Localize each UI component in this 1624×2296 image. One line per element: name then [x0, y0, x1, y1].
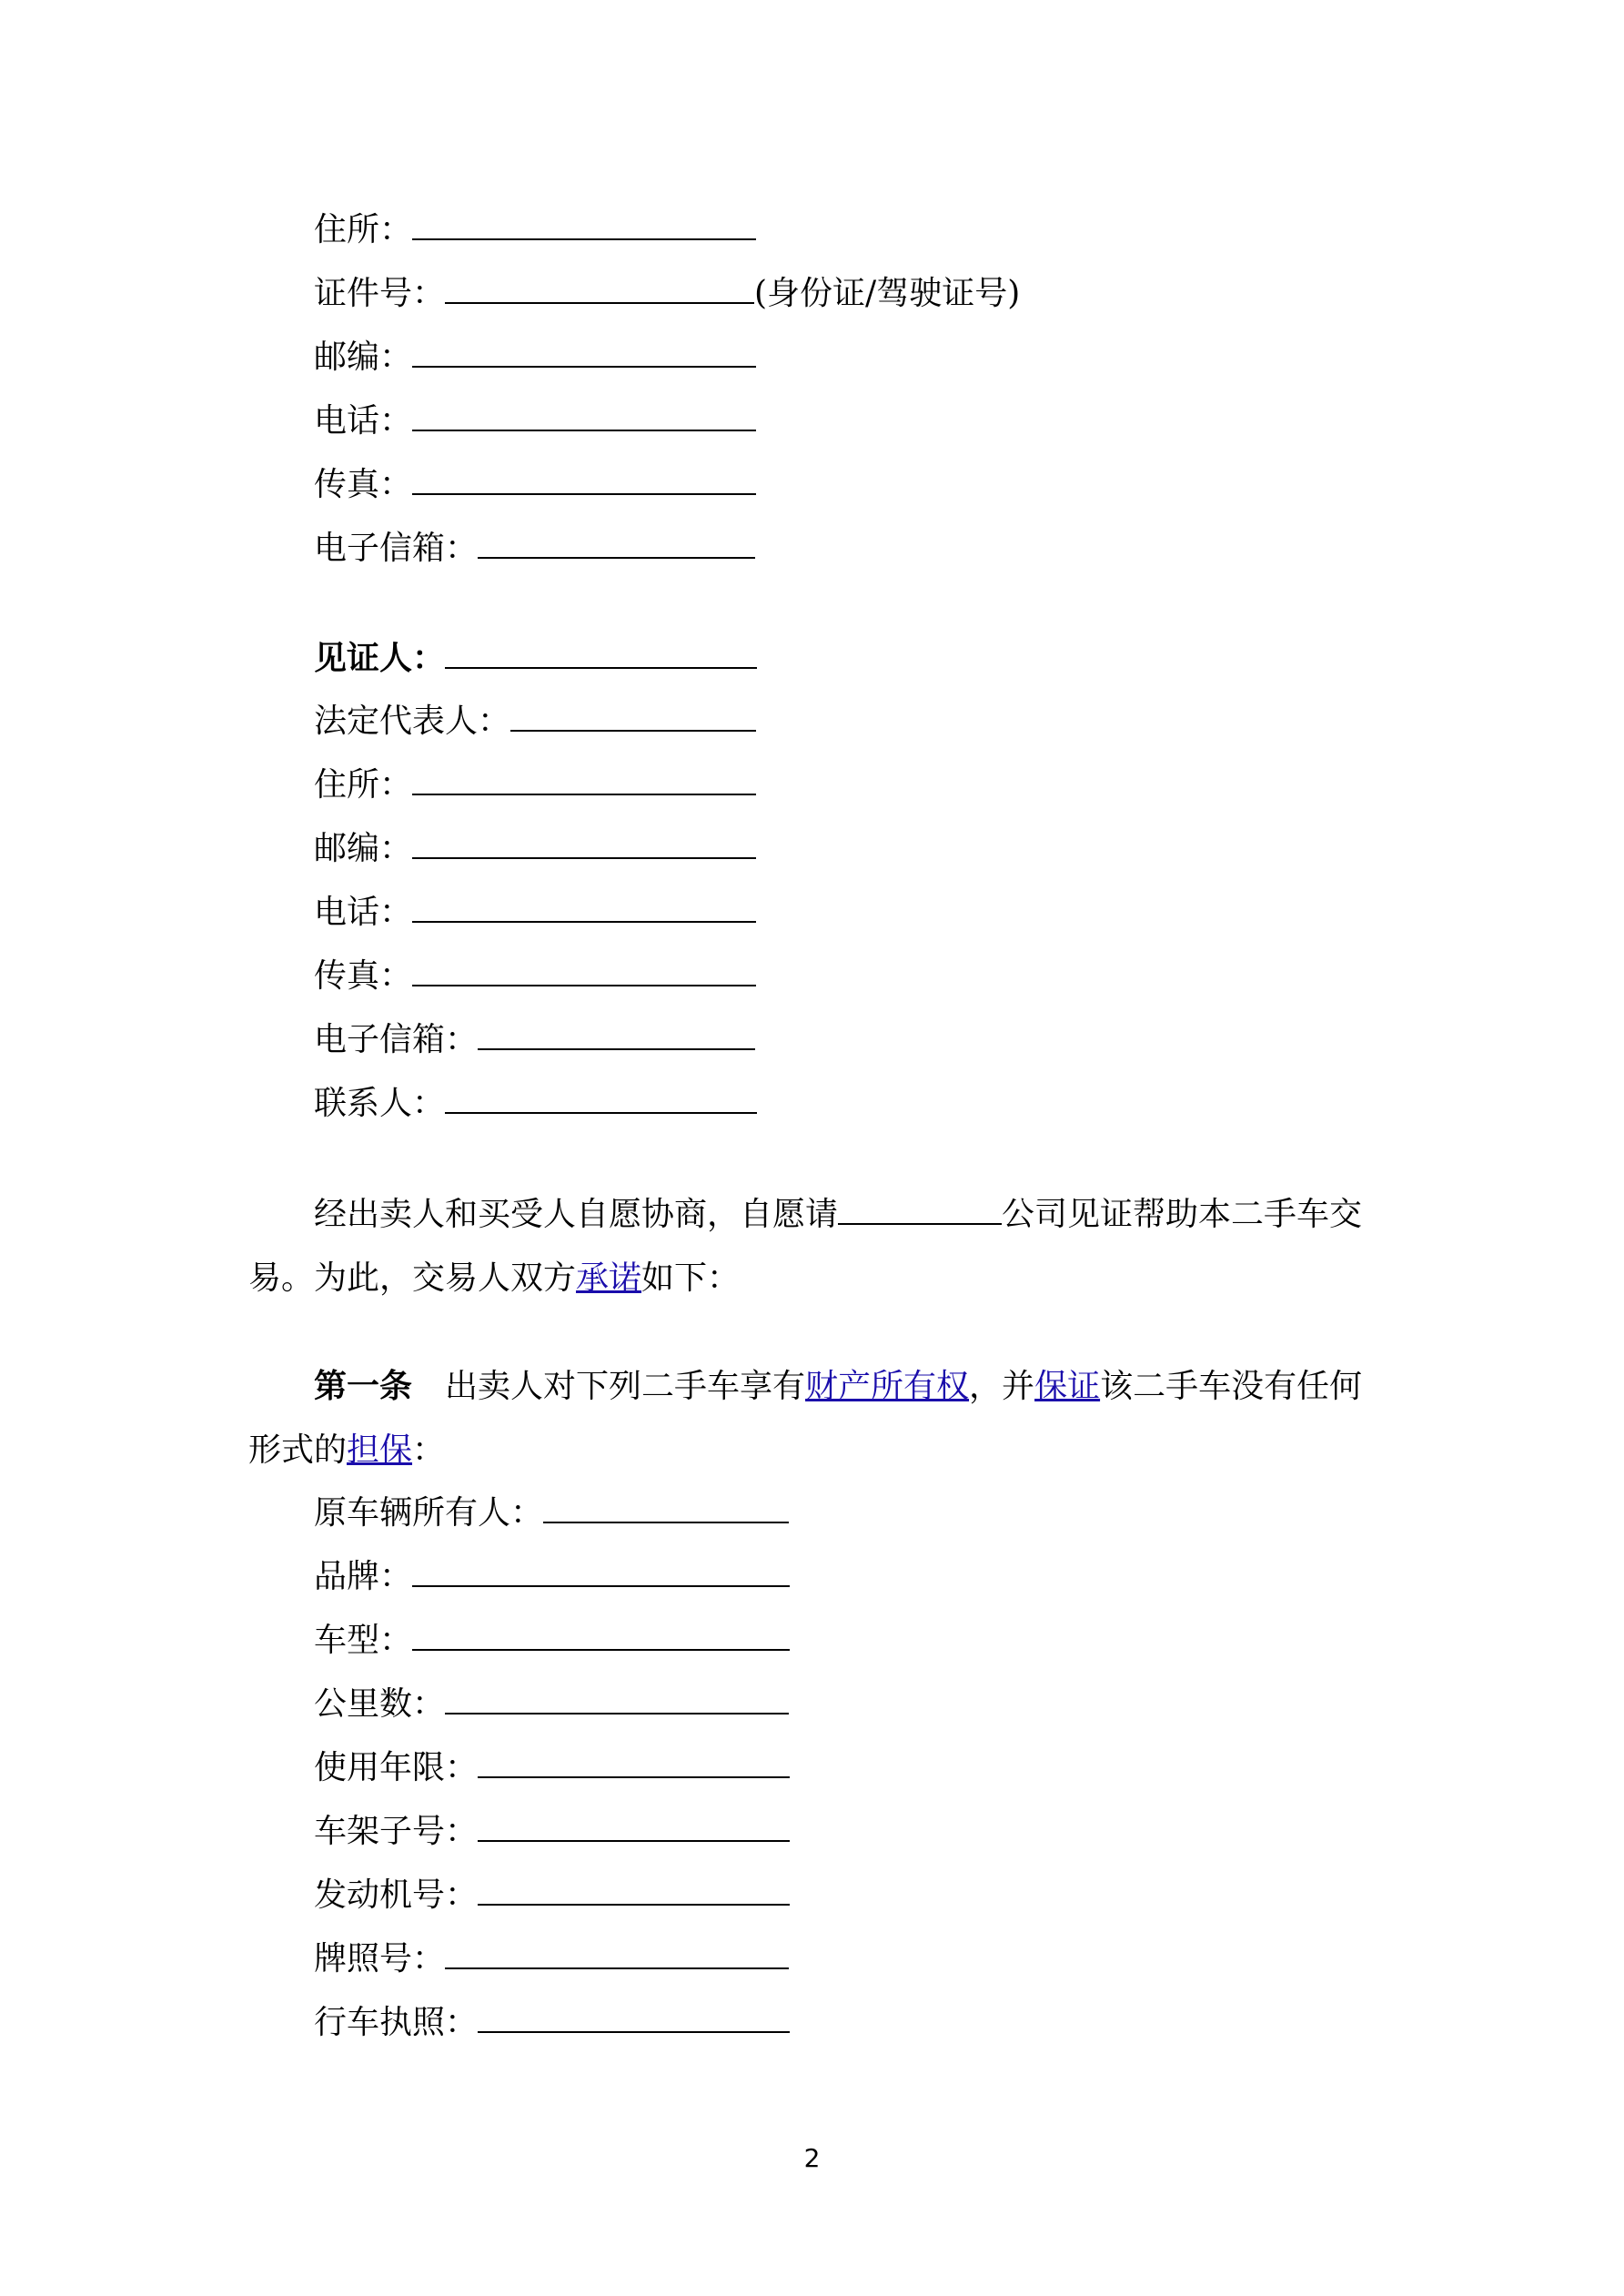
- original-owner-field[interactable]: [543, 1485, 789, 1523]
- model-label: 车型：: [314, 1622, 413, 1659]
- years-field[interactable]: [478, 1740, 790, 1778]
- article-1-heading: 第一条: [314, 1367, 413, 1405]
- article-1-text2: ，并: [969, 1368, 1035, 1405]
- witness-email-label: 电子信箱：: [314, 1021, 479, 1058]
- seller-phone-label: 电话：: [314, 402, 413, 440]
- seller-fax-label: 传真：: [314, 466, 413, 503]
- article-1-paragraph: [248, 1354, 1386, 1482]
- intro-company-field[interactable]: [838, 1187, 1002, 1225]
- witness-fax-row: [314, 945, 756, 1008]
- plate-no-label: 牌照号：: [314, 1940, 446, 1977]
- original-owner-row: [314, 1482, 789, 1545]
- witness-postcode-row: [314, 817, 756, 881]
- witness-phone-field[interactable]: [412, 885, 756, 923]
- brand-label: 品牌：: [314, 1558, 413, 1595]
- brand-field[interactable]: [412, 1549, 790, 1587]
- seller-email-field[interactable]: [478, 521, 755, 559]
- license-label: 行车执照：: [314, 2004, 479, 2041]
- intro-paragraph: [248, 1183, 1386, 1310]
- article-1-text4: ：: [412, 1431, 446, 1469]
- engine-no-field[interactable]: [478, 1867, 790, 1906]
- seller-address-field[interactable]: [412, 202, 756, 240]
- frame-no-label: 车架子号：: [314, 1813, 479, 1850]
- seller-fax-row: [314, 453, 756, 517]
- seller-phone-row: [314, 389, 756, 453]
- model-row: [314, 1609, 790, 1673]
- witness-fax-label: 传真：: [314, 957, 413, 995]
- witness-contact-field[interactable]: [445, 1076, 757, 1114]
- plate-no-field[interactable]: [445, 1931, 789, 1969]
- plate-no-row: [314, 1927, 789, 1991]
- promise-link[interactable]: 承诺: [576, 1259, 642, 1297]
- witness-email-field[interactable]: [478, 1012, 755, 1050]
- security-link[interactable]: 担保: [347, 1431, 413, 1469]
- witness-field[interactable]: [445, 631, 757, 669]
- guarantee-link[interactable]: 保证: [1034, 1368, 1101, 1405]
- witness-contact-label: 联系人：: [314, 1085, 446, 1122]
- model-field[interactable]: [412, 1613, 790, 1651]
- seller-postcode-row: [314, 326, 756, 389]
- witness-legal-rep-field[interactable]: [510, 693, 756, 732]
- article-1-text3: 该二手车没有任何形式的: [248, 1368, 1363, 1469]
- witness-phone-row: [314, 881, 756, 945]
- witness-legal-rep-row: [314, 690, 756, 754]
- intro-text-after: 如下：: [641, 1259, 741, 1297]
- seller-phone-field[interactable]: [412, 393, 756, 431]
- intro-text-mid: 公司见证帮助本二手车交易。为此，交易人双方: [248, 1196, 1363, 1297]
- years-row: [314, 1736, 790, 1800]
- property-right-link[interactable]: 财产所有权: [805, 1368, 970, 1405]
- seller-id-note: (身份证/驾驶证号): [754, 275, 1021, 312]
- seller-id-label: 证件号：: [314, 275, 446, 312]
- seller-email-label: 电子信箱：: [314, 530, 479, 567]
- witness-contact-row: [314, 1072, 757, 1136]
- witness-legal-rep-label: 法定代表人：: [314, 703, 511, 740]
- seller-id-row: [314, 262, 1020, 326]
- mileage-row: [314, 1673, 789, 1736]
- engine-no-row: [314, 1864, 790, 1927]
- page-number: 2: [803, 2143, 821, 2173]
- license-row: [314, 1991, 790, 2055]
- witness-address-label: 住所：: [314, 766, 413, 804]
- witness-phone-label: 电话：: [314, 894, 413, 931]
- seller-postcode-field[interactable]: [412, 329, 756, 368]
- article-1-text1: 出卖人对下列二手车享有: [445, 1368, 806, 1405]
- witness-row: [314, 626, 757, 690]
- frame-no-field[interactable]: [478, 1804, 790, 1842]
- seller-fax-field[interactable]: [412, 457, 756, 495]
- seller-postcode-label: 邮编：: [314, 339, 413, 376]
- seller-address-row: [314, 198, 756, 262]
- license-field[interactable]: [478, 1995, 790, 2033]
- frame-no-row: [314, 1800, 790, 1864]
- witness-address-row: [314, 754, 756, 817]
- years-label: 使用年限：: [314, 1749, 479, 1786]
- witness-email-row: [314, 1008, 755, 1072]
- mileage-field[interactable]: [445, 1676, 789, 1714]
- brand-row: [314, 1545, 790, 1609]
- witness-postcode-label: 邮编：: [314, 830, 413, 867]
- intro-text-before: 经出卖人和买受人自愿协商，自愿请: [314, 1196, 839, 1233]
- witness-title: 见证人：: [314, 639, 446, 677]
- witness-address-field[interactable]: [412, 757, 756, 795]
- seller-id-field[interactable]: [445, 266, 754, 304]
- witness-postcode-field[interactable]: [412, 821, 756, 859]
- engine-no-label: 发动机号：: [314, 1876, 479, 1914]
- mileage-label: 公里数：: [314, 1685, 446, 1723]
- witness-fax-field[interactable]: [412, 948, 756, 986]
- seller-email-row: [314, 517, 755, 581]
- original-owner-label: 原车辆所有人：: [314, 1494, 544, 1532]
- seller-address-label: 住所：: [314, 211, 413, 248]
